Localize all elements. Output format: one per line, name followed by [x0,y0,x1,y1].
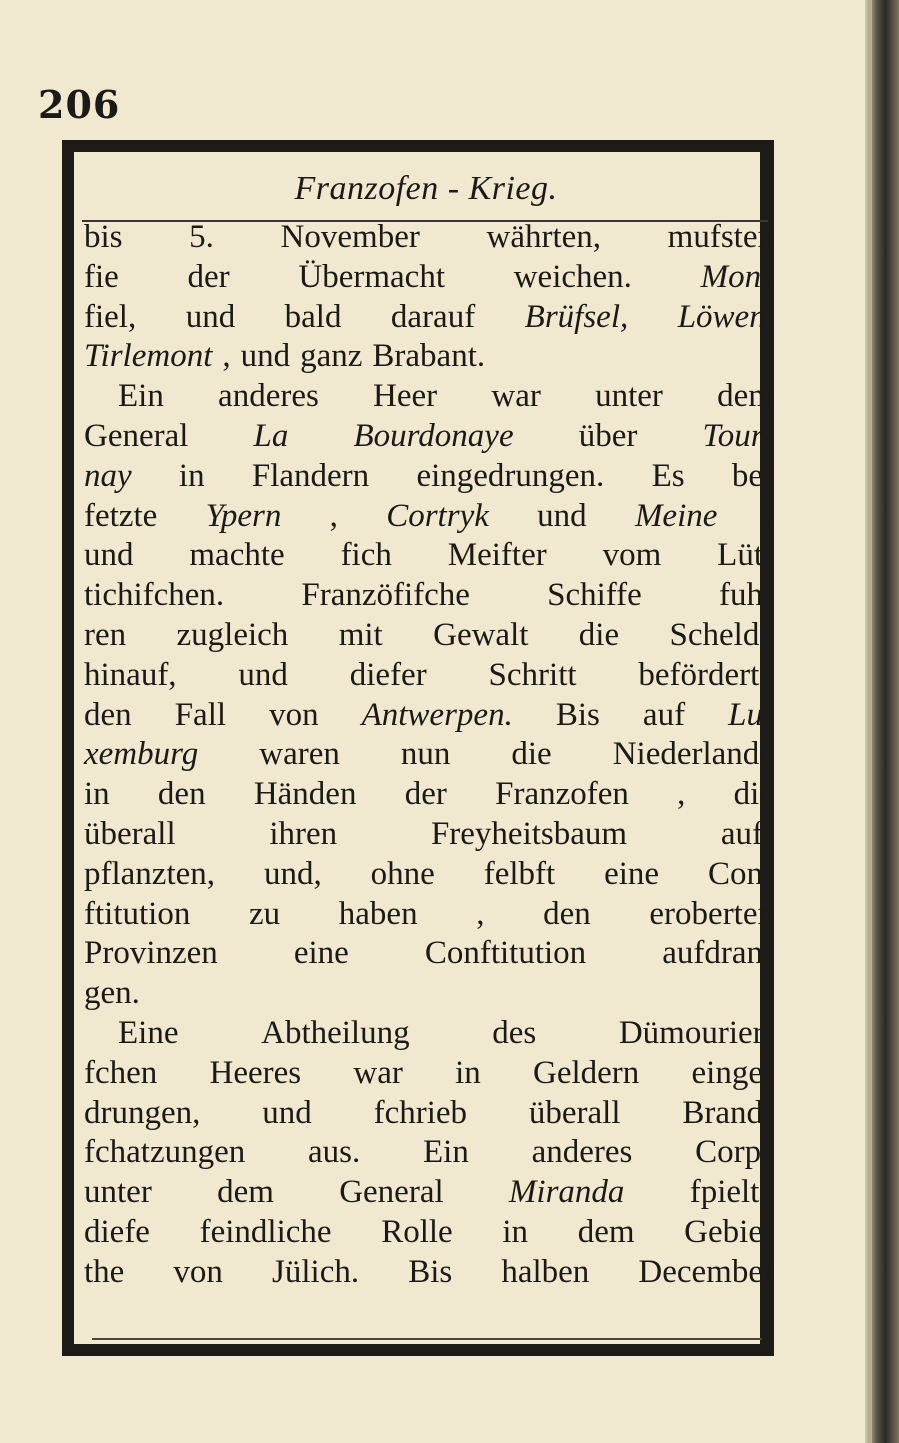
italic-word: Meine [634,497,718,534]
body-text [84,218,774,1293]
word: Schiffe [547,577,642,614]
word: der [404,776,447,813]
word: fpielte [689,1174,774,1211]
word: ganz [300,338,363,375]
text-line [84,457,774,497]
word: , [329,497,338,534]
word: haben [338,895,418,932]
word: von [269,696,319,733]
word: fchatzungen [84,1134,246,1171]
word: aus. [308,1134,361,1171]
word: Eine [118,1014,179,1051]
word: Ein [118,378,164,415]
running-title: Franzofen - Krieg. [294,170,558,207]
word: fchen [84,1054,158,1091]
word: Schelde [669,616,774,653]
word: pflanzten, [84,855,216,892]
word: in [502,1213,529,1250]
word: Gebie- [684,1213,774,1250]
italic-word: Mons [700,258,774,295]
italic-word: Tour- [702,417,774,454]
word: General [339,1174,444,1211]
word: die [511,736,552,773]
text-line [84,1094,774,1134]
word: Franzöfifche [301,577,470,614]
word: und, [263,855,322,892]
word: be- [731,457,774,494]
text-line [84,258,774,298]
text-line [84,1054,774,1094]
word: feindliche [199,1213,332,1250]
word: waren [259,736,340,773]
word: fuh- [718,577,774,614]
word: Heeres [209,1054,302,1091]
word: Ein [423,1134,469,1171]
text-line [84,616,774,656]
word: und [240,338,291,375]
text-line [84,337,774,377]
text-line [84,696,774,736]
word: tichifchen. [84,577,225,614]
word: November [280,219,420,255]
word: Meifter [447,537,547,574]
word: Händen [253,776,357,813]
text-line [84,895,774,935]
text-line [84,775,774,815]
text-line [84,855,774,895]
italic-word: Ypern [205,497,282,534]
word: eine [293,935,349,972]
word: fich [340,537,392,574]
word: fie [84,258,119,295]
word: des [492,1014,537,1051]
word: Brabant. [372,338,486,375]
word: hinauf, [84,656,177,693]
word: Schritt [488,656,577,693]
word: General [84,417,189,454]
word: Jülich. [272,1253,360,1290]
running-header [90,168,762,220]
italic-word: xemburg [84,736,199,773]
word: Provinzen [84,935,218,972]
word: , [222,338,231,375]
word: Bis [555,696,600,733]
word: Heer [373,378,438,415]
word: drungen, [84,1094,201,1131]
word: machte [189,537,285,574]
word: nun [400,736,451,773]
word: mit [338,616,383,653]
italic-word: Miranda [508,1174,625,1211]
word: in [455,1054,481,1091]
text-line [84,1133,774,1173]
italic-word: La [253,417,289,454]
word: Rolle [381,1213,453,1250]
word: 5. [189,219,214,255]
word: vom [602,537,662,574]
word: Conftitution [424,935,587,972]
word: zugleich [176,616,289,653]
word: von [173,1253,223,1290]
word: dem [217,1174,274,1211]
word: und [84,537,134,574]
word: felbft [483,855,556,892]
word: und [262,1094,312,1131]
italic-word: Cortryk [386,497,489,534]
text-line [84,576,774,616]
word: Freyheitsbaum [430,815,628,852]
word: über [578,417,638,454]
word: fchrieb [373,1094,468,1131]
word: eingedrungen. [416,457,605,494]
word: Franzofen [495,776,629,813]
word: ohne [370,855,435,892]
word: , [677,776,686,813]
word: , [765,497,774,534]
word: the [84,1253,125,1290]
word: unter [84,1174,152,1211]
word: , [476,895,485,932]
word: Niederlande [612,736,774,773]
word: beförderte [638,656,774,693]
italic-word: Löwen, [677,298,774,335]
word: eroberten [649,895,774,932]
word: fetzte [84,497,158,534]
word: zu [248,895,281,932]
word: den [84,696,132,733]
word: war [353,1054,403,1091]
word: halben [501,1253,590,1290]
word: ftitution [84,895,191,932]
word: dem [577,1213,635,1250]
word: Abtheilung [261,1014,410,1051]
word: den [157,776,206,813]
text-line [84,1014,774,1054]
footer-rule [92,1338,762,1340]
text-line [84,298,774,338]
word: war [491,378,541,415]
italic-word: Tirlemont [84,338,213,375]
word: ren [84,616,127,653]
word: darauf [390,298,476,335]
word: aufdran- [662,935,774,972]
word: unter [595,378,663,415]
book-gutter-edge [865,0,899,1443]
word: auf- [720,815,774,852]
word: Dümourier- [618,1014,774,1051]
word: diefer [349,656,427,693]
word: bald [284,298,342,335]
text-line [84,1173,774,1213]
text-line [84,735,774,775]
word: eine [604,855,660,892]
text-line [84,934,774,974]
word: den [543,895,591,932]
word: diefe [84,1213,150,1250]
word: Corps [695,1134,774,1171]
word: Fall [174,696,227,733]
word: überall [84,815,176,852]
word: Lüt- [717,537,774,574]
word: Flandern [251,457,370,494]
text-line [84,377,774,417]
word: die [733,776,774,813]
word: Bis [408,1253,453,1290]
text-line [84,1213,774,1253]
word: Übermacht [298,258,445,295]
word: Brand- [682,1094,774,1131]
text-line [84,417,774,457]
italic-word: Brüfsel, [524,298,629,335]
word: und [185,298,236,335]
word: währten, [486,219,602,255]
text-line [84,218,774,258]
italic-word: Lu- [728,696,774,733]
word: und [537,497,587,534]
word: anderes [531,1134,633,1171]
word: bis [84,219,123,255]
text-line [84,656,774,696]
word: Geldern [532,1054,640,1091]
word: gen. [84,975,140,1012]
text-line [84,815,774,855]
page-number: 206 [38,82,121,127]
italic-word: Bourdonaye [353,417,514,454]
word: weichen. [513,258,632,295]
text-line [84,536,774,576]
word: Es [651,457,685,494]
word: Gewalt [433,616,529,653]
word: ihren [269,815,338,852]
word: der [187,258,230,295]
text-line [84,974,774,1014]
text-line [84,497,774,537]
word: fiel, [84,298,137,335]
word: auf [642,696,686,733]
word: überall [528,1094,621,1131]
word: dem [717,378,774,415]
word: einge- [691,1054,774,1091]
text-line [84,1253,774,1293]
word: Con- [707,855,774,892]
word: December [638,1253,774,1290]
word: die [578,616,620,653]
word: und [238,656,288,693]
word: anderes [218,378,319,415]
italic-word: Antwerpen. [361,696,513,733]
word: mufsten [667,219,774,255]
word: in [84,776,110,813]
italic-word: nay [84,457,132,494]
word: in [178,457,205,494]
